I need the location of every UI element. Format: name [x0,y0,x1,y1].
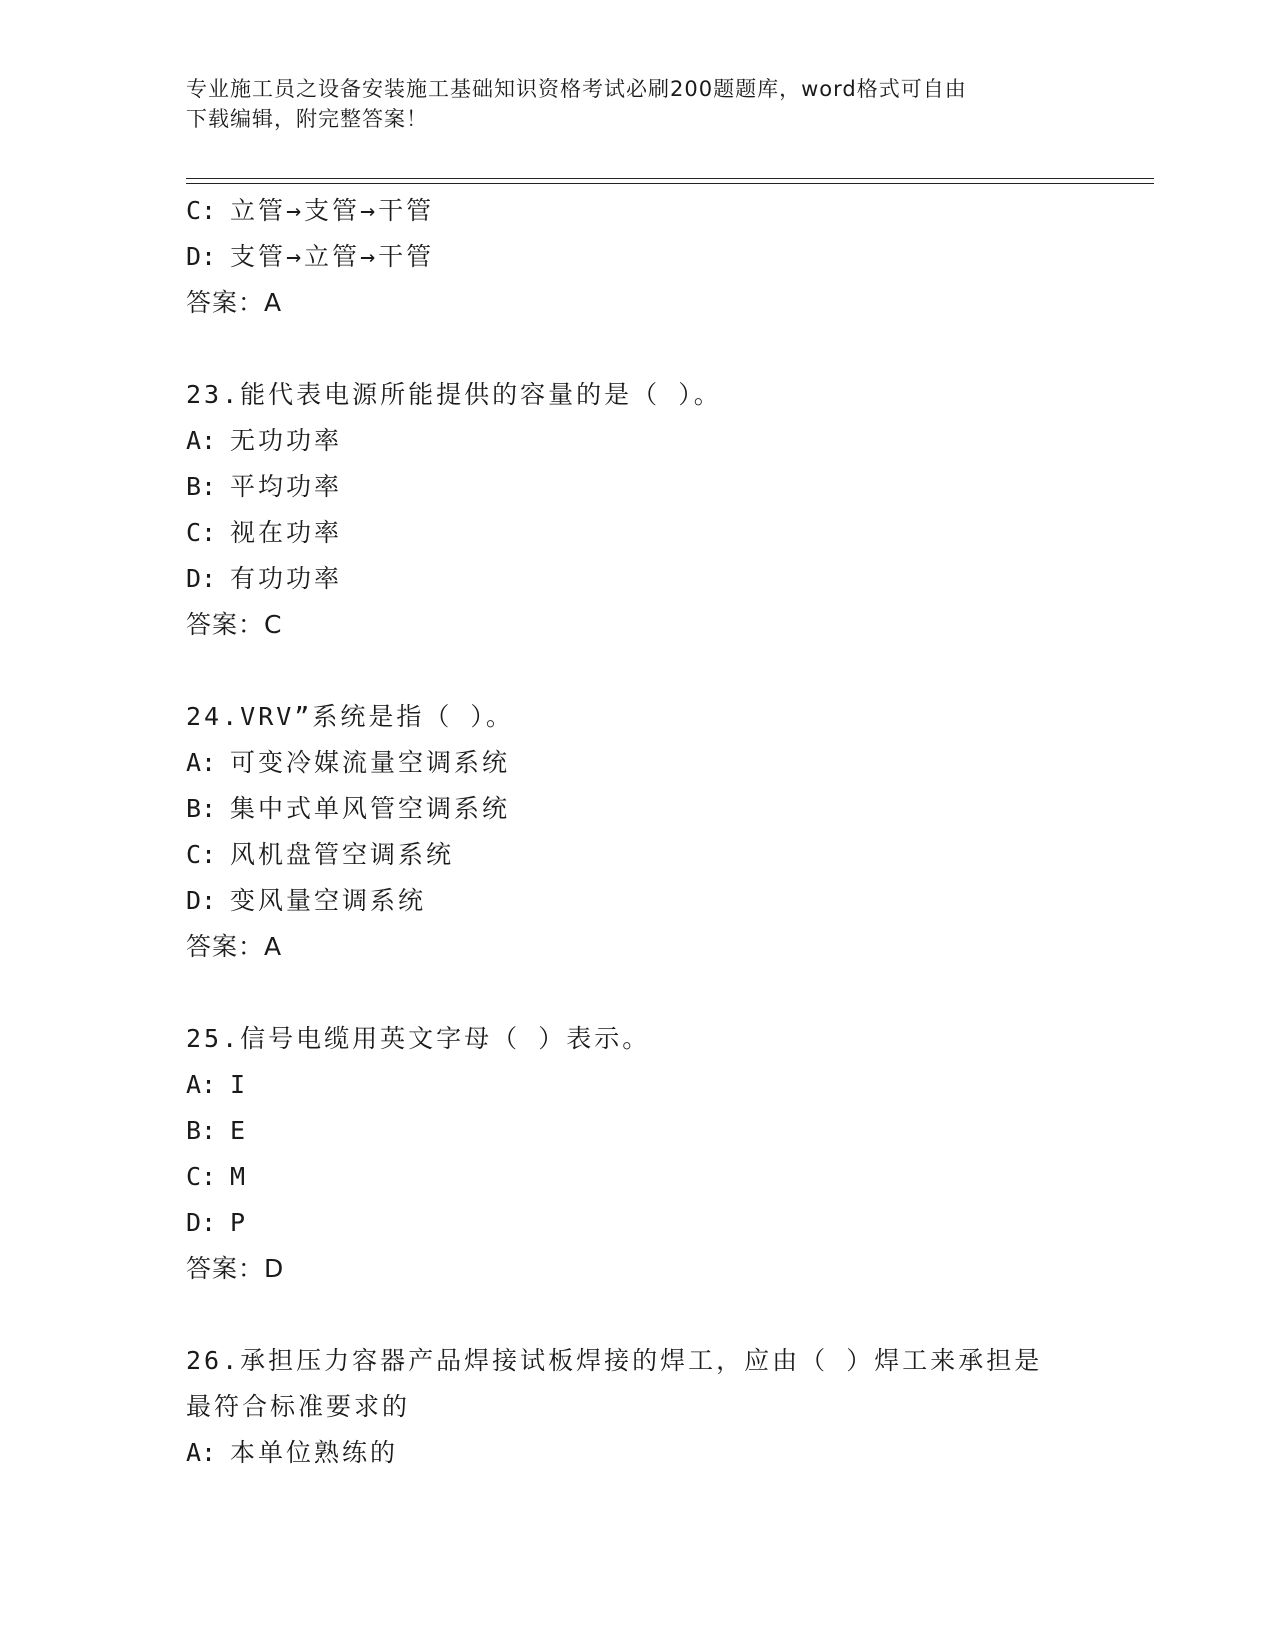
option-letter: D: [186,242,217,271]
option-text: 风机盘管空调系统 [230,840,455,869]
option-b [186,464,1086,510]
spacer [186,970,1086,1016]
option-c [186,1154,1086,1200]
option-letter: C: [186,1162,217,1191]
option-a [186,740,1086,786]
option-c [186,832,1086,878]
option-letter: B: [186,472,217,501]
option-text: 有功功率 [230,564,343,593]
option-a [186,418,1086,464]
answer-line: 答案：D [186,1254,285,1283]
option-text: 无功功率 [230,426,343,455]
option-letter: B: [186,1116,217,1145]
option-text: I [230,1070,249,1099]
option-letter: A: [186,1070,217,1099]
option-d [186,1200,1086,1246]
question-26-line-1: 26.承担压力容器产品焊接试板焊接的焊工，应由（ ）焊工来承担是 [186,1346,1043,1375]
spacer [186,1292,1086,1338]
question-list [186,188,1086,1476]
option-text: 变风量空调系统 [230,886,427,915]
option-letter: C: [186,196,217,225]
option-text: 立管→支管→干管 [230,196,435,225]
option-letter: A: [186,748,217,777]
option-text: P [230,1208,249,1237]
option-a [186,1430,1086,1476]
option-text: 可变冷媒流量空调系统 [230,748,511,777]
header-divider-bottom [186,183,1154,184]
option-text: M [230,1162,249,1191]
option-d [186,234,1086,280]
question-26-line-2: 最符合标准要求的 [186,1392,411,1421]
document-header [186,74,1066,134]
option-text: 集中式单风管空调系统 [230,794,511,823]
option-b [186,1108,1086,1154]
option-text: 支管→立管→干管 [230,242,435,271]
option-a [186,1062,1086,1108]
option-letter: D: [186,1208,217,1237]
header-line-2: 下载编辑，附完整答案！ [186,107,428,131]
header-divider-top [186,178,1154,179]
answer-line: 答案：C [186,610,283,639]
header-line-1: 专业施工员之设备安装施工基础知识资格考试必刷200题题库，word格式可自由 [186,77,967,101]
option-letter: C: [186,840,217,869]
question-23: 23.能代表电源所能提供的容量的是（ ）。 [186,380,722,409]
option-b [186,786,1086,832]
option-text: E [230,1116,249,1145]
question-24: 24.VRV”系统是指（ ）。 [186,702,514,731]
option-d [186,878,1086,924]
question-25: 25.信号电缆用英文字母（ ）表示。 [186,1024,651,1053]
option-letter: C: [186,518,217,547]
option-text: 平均功率 [230,472,343,501]
option-letter: D: [186,886,217,915]
option-letter: D: [186,564,217,593]
answer-line: 答案：A [186,288,283,317]
option-c [186,510,1086,556]
spacer [186,326,1086,372]
option-text: 本单位熟练的 [230,1438,399,1467]
option-letter: B: [186,794,217,823]
spacer [186,648,1086,694]
option-d [186,556,1086,602]
option-letter: A: [186,426,217,455]
option-c [186,188,1086,234]
option-letter: A: [186,1438,217,1467]
answer-line: 答案：A [186,932,283,961]
option-text: 视在功率 [230,518,343,547]
